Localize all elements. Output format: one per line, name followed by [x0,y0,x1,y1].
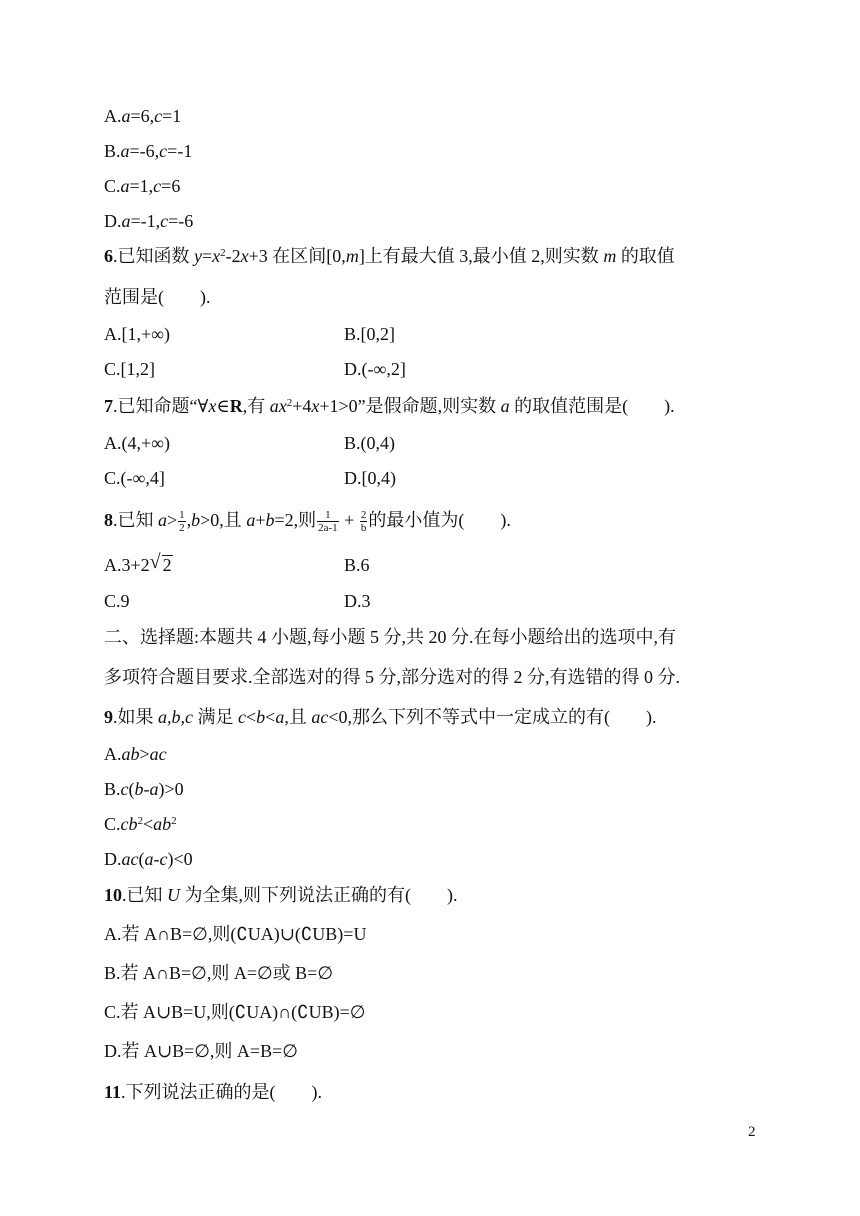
section2-instructions-line2: 多项符合题目要求.全部选对的得 5 分,部分选对的得 2 分,有选错的得 0 分. [104,667,680,687]
q10-option-a: A.若 A∩B=∅,则(∁UA)∪(∁UB)=U [104,924,367,944]
q6-stem-line1: 6.已知函数 $y=x^2-2x+3$ 在区间[0,m]上有最大值 3,最小值 2,则实数 m 的取值 [104,246,675,266]
q8-stem: 8.已知 a> $\frac{1}{2}$ ,b>0,且 a+b=2,则 $\frac{1}{2a-1}$ + $\frac{2}{b}$ 的最小值为( ). [104,509,511,535]
q9-option-a: A.ab>ac [104,744,167,764]
sqrt-icon: √ 2 [149,551,172,575]
q8-fraction-1-over-2a-1: $\frac{1}{2a-1}$ [318,509,338,535]
q10-option-b: B.若 A∩B=∅,则 A=∅或 B=∅ [104,963,334,983]
q9-option-c: $C.cb^2<ab^2$ [104,814,177,834]
q10-option-c: C.若 A∪B=U,则(∁UA)∩(∁UB)=∅ [104,1002,366,1022]
q5-option-d: D.a=-1,c=-6 [104,211,194,231]
q6-options-row1: A.[1,+∞) B.[0,2] [104,324,395,344]
q5-option-b: B.a=-6,c=-1 [104,141,193,161]
q8-options-row1: A.3+2 √ 2 B.6 [104,551,370,575]
page-number: 2 [748,1124,756,1140]
q7-options-row2: C.(-∞,4] D.[0,4) [104,468,396,488]
q6-options-row2: C.[1,2] D.(-∞,2] [104,359,406,379]
q11-stem: 11.下列说法正确的是( ). [104,1082,323,1102]
q6-stem-line2: 范围是( ). [104,287,211,307]
q10-option-d: D.若 A∪B=∅,则 A=B=∅ [104,1041,298,1061]
q5-option-c: C.a=1,c=6 [104,176,181,196]
q9-option-d: D.ac(a-c)<0 [104,849,193,869]
q9-stem: 9.如果 a,b,c 满足 c<b<a,且 ac<0,那么下列不等式中一定成立的有( ). [104,707,657,727]
q8-fraction-half: $\frac{1}{2}$ [179,509,185,535]
q10-stem: 10.已知 U 为全集,则下列说法正确的有( ). [104,885,458,905]
q5-option-a: A.a=6,c=1 [104,106,182,126]
section2-instructions-line1: 二、选择题:本题共 4 小题,每小题 5 分,共 20 分.在每小题给出的选项中,有 [104,627,676,647]
q7-stem: 7.已知命题“∀x∈R,有 $ax^2+4x+1>0$”是假命题,则实数 a 的取值范围是( ). [104,396,675,416]
q8-options-row2: C.9 D.3 [104,591,371,611]
q9-option-b: B.c(b-a)>0 [104,779,184,799]
q8-fraction-2-over-b: $\frac{2}{b}$ [360,509,367,535]
q7-options-row1: A.(4,+∞) B.(0,4) [104,433,395,453]
